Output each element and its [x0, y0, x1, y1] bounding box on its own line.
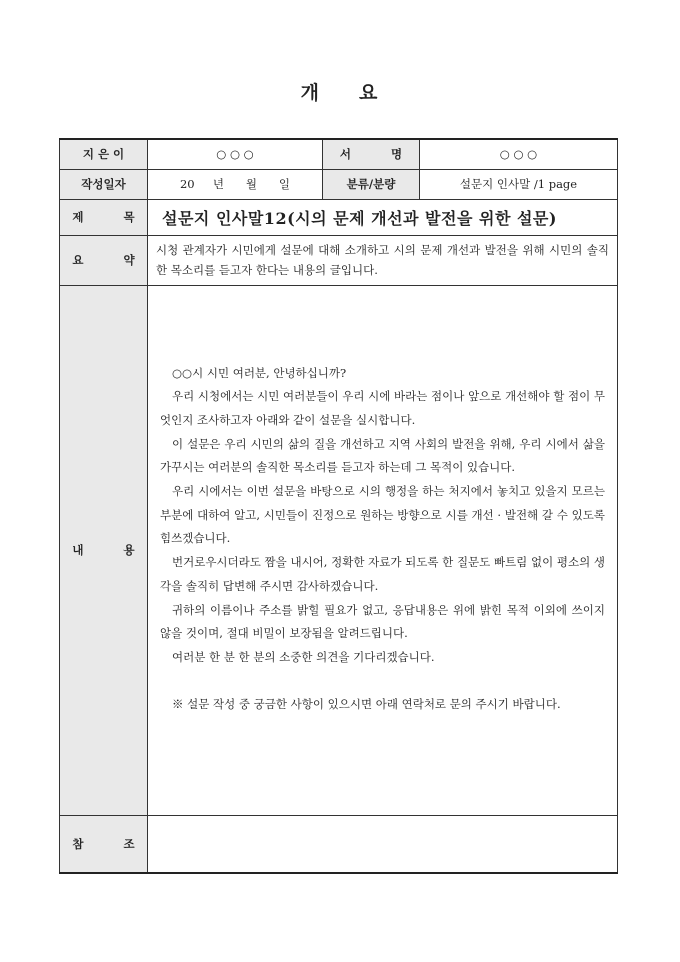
page-title-char-2: 요 [359, 82, 380, 104]
reference-row [60, 815, 618, 873]
author-label: 지 은 이 [60, 139, 148, 169]
author-value: ○ ○ ○ [148, 139, 323, 169]
content-label: 내 용 [60, 285, 148, 815]
content-paragraph-closing: 여러분 한 분 한 분의 소중한 의견을 기다리겠습니다. [172, 649, 435, 664]
content-paragraph-greeting: ○○시 시민 여러분, 안녕하십니까? [172, 365, 347, 380]
subject-value: 설문지 인사말12(시의 문제 개선과 발전을 위한 설문) [148, 199, 618, 235]
page-title [0, 78, 680, 105]
content-paragraph-privacy: 귀하의 이름이나 주소를 밝힐 필요가 없고, 응답내용은 위에 밝힌 목적 이외에 쓰이지 않을 것이며, 절대 비밀이 보장됨을 알려드립니다. [160, 602, 605, 641]
subject-label: 제 목 [60, 199, 148, 235]
content-paragraph-purpose: 우리 시청에서는 시민 여러분들이 우리 시에 바라는 점이나 앞으로 개선해야 할 점이 무엇인지 조사하고자 아래와 같이 설문을 실시합니다. [160, 389, 605, 427]
reference-label: 참 조 [60, 815, 148, 873]
reference-value [148, 815, 618, 873]
subject-row [60, 199, 618, 235]
content-paragraph-goal: 이 설문은 우리 시민의 삶의 질을 개선하고 지역 사회의 발전을 위해, 우리 시에서 삶을 가꾸시는 여러분의 솔직한 목소리를 듣고자 하는데 그 목적이 있습니다. [160, 436, 605, 475]
date-label: 작성일자 [60, 169, 148, 199]
category-label: 분류/분량 [323, 169, 420, 199]
page-title-char-1: 개 [300, 82, 321, 104]
content-paragraph-request: 번거로우시더라도 짬을 내시어, 정확한 자료가 되도록 한 질문도 빠트림 없이 평소의 생각을 솔직히 답변해 주시면 감사하겠습니다. [160, 555, 605, 593]
date-value: 20 년 월 일 [148, 169, 323, 199]
category-value: 설문지 인사말 /1 page [420, 169, 618, 199]
content-note: ※ 설문 작성 중 궁금한 사항이 있으시면 아래 연락처로 문의 주시기 바랍니다. [172, 697, 561, 712]
author-row [60, 139, 618, 169]
summary-label: 요 약 [60, 235, 148, 285]
signature-value: ○ ○ ○ [420, 139, 618, 169]
document-info-table [59, 138, 618, 874]
content-paragraph-plan: 우리 시에서는 이번 설문을 바탕으로 시의 행정을 하는 처지에서 놓치고 있을지 모르는 부분에 대하여 알고, 시민들이 진정으로 원하는 방향으로 시를 개선 · 발전해 갈 수 있도록 힘쓰겠습니다. [160, 484, 605, 546]
signature-label: 서 명 [323, 139, 420, 169]
content-row [60, 285, 618, 815]
date-row [60, 169, 618, 199]
content-body [148, 285, 618, 815]
summary-row [60, 235, 618, 285]
summary-value: 시청 관계자가 시민에게 설문에 대해 소개하고 시의 문제 개선과 발전을 위해 시민의 솔직한 목소리를 듣고자 한다는 내용의 글입니다. [148, 235, 618, 285]
